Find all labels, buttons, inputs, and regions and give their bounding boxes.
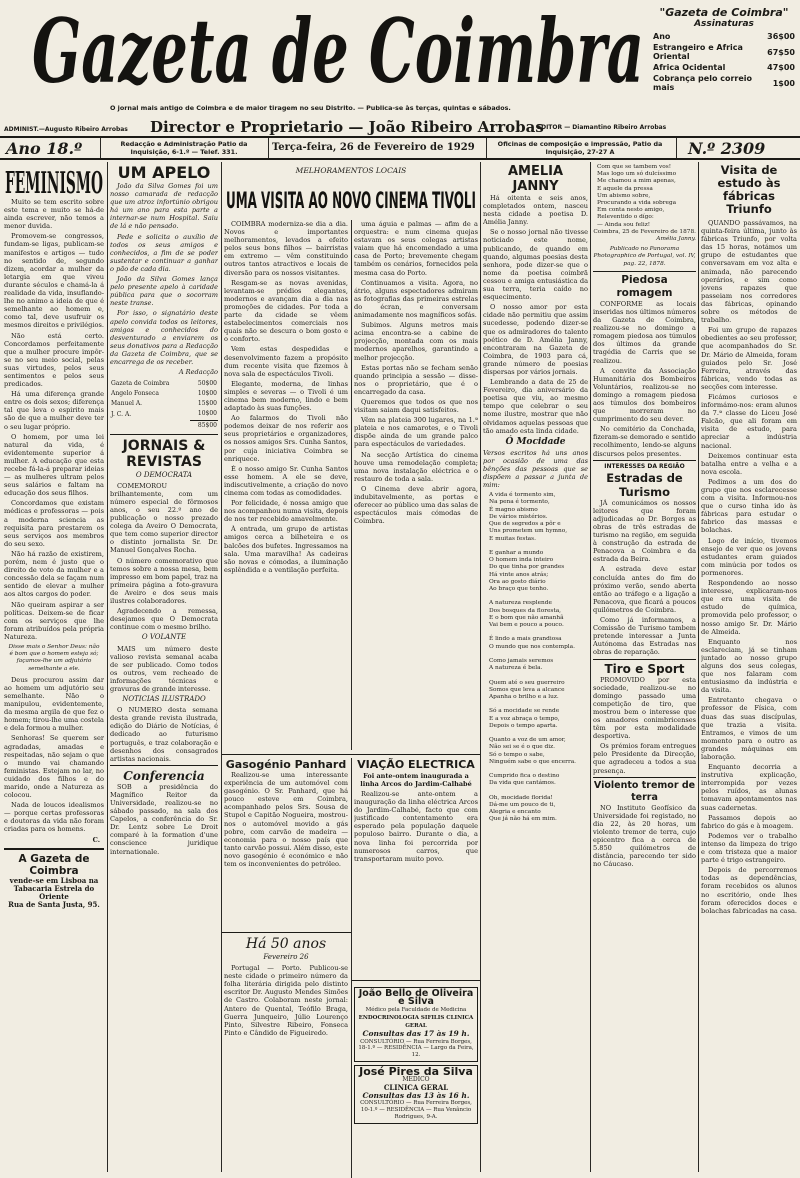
paragraph: Elegante, moderna, de linhas simples e severas — o Tivoli é um cinema bem moderno, lindo e bem adaptado às suas funções. — [224, 379, 348, 413]
verse-line: Do que tinha por grandes — [489, 564, 565, 571]
apelo-signature: A Redacção — [178, 368, 218, 377]
paragraph: Deus procurou assim dar ao homem um adjutório seu semelhante. Não o manipulou, evidentemente, da mesma argila de que fez o homem; tirou-lhe uma costela e dela formou a mulher. — [4, 675, 104, 733]
row-value: 50$00 — [197, 380, 217, 388]
tremor-title: Violento tremor de terra — [593, 779, 696, 803]
paragraph: Estas portas não se fecham senão quando principia a sessão — disse-nos o proprietário, que é o encarregado da casa. — [354, 363, 478, 396]
paragraph: Concordamos que existam médicas e professoras — pois a moderna sciencia as requisita para prestarem os seus serviços aos membros do seu sexo. — [4, 499, 104, 548]
amelia-title: AMELIA JANNY — [507, 164, 564, 194]
table-row — [110, 379, 218, 389]
verse-line: Ninguém sabe o que encerra. — [489, 758, 577, 765]
doctor-ad-pires — [354, 1065, 478, 1124]
paragraph: COIMBRA moderniza-se dia a dia. Novos e importantes melhoramentos, levados a efeito pelos seus bons filhos — bairristas em extremo — vêm constituindo outros tantos atractivos e locais de diversão para os nossos visitantes. — [224, 220, 348, 277]
ad-line: Tabacaria Estrela do Oriente — [13, 883, 95, 901]
doctor-ads — [354, 984, 478, 1174]
masthead-tagline: O jornal mais antigo de Coimbra e de maior tiragem no seu Distrito. — Publica-se às terças, quintas e sábados. — [110, 104, 511, 112]
verse-line: E a voz abraça o tempo, — [489, 715, 560, 722]
paragraph: Resgam-se as novas avenidas, levantam-se prédios elegantes, modernos e avançam dia a dia nas promoções de cidades. Por toda a parte da cidade se vêem estabelecimentos comerciais nos quais não se descura o bom gosto e o conforto. — [224, 278, 348, 344]
gasogenio-article — [224, 758, 348, 930]
doctor-name: José Pires da Silva — [359, 1064, 473, 1078]
poem-note: Publicado no Panorama Photographico de Portugal, vol. IV, pag. 22, 1878. — [593, 246, 696, 267]
paragraph: SOB a presidência do Magnífico Reitor da Universidade, realizou-se no sábado passado, na sala dos Capelos, a conferência do Sr. Dr. Lentz sobre Le Droit comparé à la formation d'une conscience juridique internationale. — [110, 782, 218, 856]
paragraph: Há oitenta e seis anos, completados ontem, nasceu nesta cidade a poetisa D. Amélia Janny. — [483, 194, 588, 227]
viacao-title: VIAÇÃO ELECTRICA — [357, 758, 475, 771]
ad-title: A Gazeta de Coimbra — [18, 852, 90, 877]
paragraph: O número comemorativo que temos sobre a nossa mesa, bem impresso em bom papel, traz na primeira página a foto-gravura de Aveiro e dos seus mais ilustres colaboradores. — [110, 556, 218, 606]
paragraph: João da Silva Gomes foi um nosso camarada de redacção que um atroz infortúnio obrigou há um ano para esta parte a internar-se num Hospital. Saiu de lá e não pensado. — [110, 182, 218, 231]
doctor-ad-oliveira — [354, 987, 478, 1062]
paragraph: JÁ comunicámos os nossos leitores que foram adjudicadas ao Dr. Borges as obras de três estradas de turismo na região, em seguida à construção da estrada de Penacova a Coimbra e da estrada da Beira. — [593, 498, 696, 564]
doctor-role: MEDICO — [402, 1076, 430, 1084]
row-label: Estrangeiro e Africa Oriental — [653, 43, 743, 61]
verse-line — [489, 593, 588, 600]
paragraph: PROMOVIDO por esta sociedade, realizou-se no domingo passado uma competição de tiro, que mostrou bem o interesse que os amadores conimbricenses têm por esta modalidade desportiva. — [593, 675, 696, 741]
verse-line: Somos que leva a alcance — [489, 686, 565, 693]
paragraph: Vêm na plateia 300 lugares, na 1.ª plateia e nos camarotes, e o Tivoli dispõe ainda de um grande palco para espectáculos de variedades. — [354, 416, 478, 449]
paragraph: Lembrando a data de 25 de Fevereiro, dia aniversário da poetisa que viu, ao mesmo tempo que celebrar o seu nome ilustre, mostrar que não olvidamos aquelas pessoas que tão amado esta linda cidade. — [483, 378, 588, 435]
row-label: Africa Ocidental — [653, 63, 726, 72]
verse-line: Que de segredos a pôr e — [489, 521, 561, 528]
row-value: 10$00 — [197, 390, 217, 398]
row-value: 36$00 — [767, 32, 795, 41]
noticias-subtitle: NOTICIAS ILUSTRADO — [122, 695, 206, 704]
column-amelia-janny — [483, 164, 588, 1172]
verse-line: Quanto a voz de um amor, — [489, 737, 566, 744]
paragraph: Promovem-se congressos, fundam-se ligas, publicam-se manifestos e artigos — tudo no sentido de, segundo dizem, acordar a mulher da letargia em que viveu durante séculos e chamá-la á realidade da vida, insuflando-lhe no animo a ideia de que é semelhante ao homem e, como tal, deve usufruir os mesmos direitos e privilégios. — [4, 232, 104, 330]
paragraph: COMEMOROU brilhantemente, com um número especial de fôrmosos anos, o seu 22.º ano de publicação o nosso prezado colega da Aveiro O Democrata, que tem como superior director o distinto jornalista Sr. Dr. Manuel Gonçalves Rocha. — [110, 481, 218, 555]
verse-line — [489, 766, 588, 773]
triunfo-title: Visita de estudo às fábricas Triunfo — [717, 164, 781, 216]
verse-line: Alegria e encanto — [489, 809, 541, 816]
paragraph: NO Instituto Geofísico da Universidade foi registado, no dia 22, às 20 horas, um violento tremor de terra, cujo epicentro fica a cerca de 5.850 quilómetros de distância, parecendo ter sido no Cáucaso. — [593, 803, 696, 869]
paragraph: Continuamos a visita. Agora, no átrio, alguns espectadores admiram as fotografias das primeiras estrelas do écran, e conversam animadamente nos magníficos sofás. — [354, 278, 478, 320]
verse-line: Apanha o brilho e a luz. — [489, 693, 559, 700]
paragraph: Por felicidade, é nossa amigo que nos acompanhou numa visita, depois de nos ter recebido amavelmente. — [224, 499, 348, 524]
paragraph: Por isso, o signatário deste apelo convida todos os leitores, amigos e conhecidos do desventurado a enviarem os seus donativos para a Redacção da Gazeta de Coimbra, que se encarrega de os receber. — [110, 309, 218, 366]
paragraph: A estrada deve estar concluída antes do fim do próximo verão, sendo aberta então ao tráfego e a ligação a Penacova, que ficará a poucos quilómetros de Coimbra. — [593, 565, 696, 614]
estradas-title: Estradas de Turismo — [606, 470, 683, 499]
feminismo-title — [4, 164, 104, 198]
verse-line: Só o tempo o sabe, — [489, 751, 545, 758]
paragraph: Não queiram aspirar a ser políticas. Deixem-se de ficar com os serviços que lhe foram atribuídos pela própria Natureza. — [4, 600, 104, 641]
poem-continued — [593, 164, 696, 229]
verse-line: Um abismo sobre, — [597, 192, 651, 199]
democrata-body — [110, 482, 218, 632]
paragraph: Ao falarmos do Tivoli não podemos deixar de nos referir aos seus proprietários e organizadores, os nossos amigos Srs. Cunha Santos, por cuja iniciativa Coimbra se enriquece. — [224, 414, 348, 463]
verse-line: Há vinte anos atrás; — [489, 571, 549, 578]
ad-line: vende-se em Lisboa na — [9, 875, 99, 885]
verse-line — [489, 788, 588, 795]
subscription-table — [652, 31, 796, 93]
doctor-specialty: ENDOCRINOLOGIA SIFILIS CLINICA GERAL — [358, 1015, 474, 1030]
verse-line: De vários mistérios. — [489, 513, 548, 520]
verse-line: Como jamais seremos — [489, 657, 554, 664]
row-label: Gazeta de Coimbra — [111, 380, 170, 388]
paragraph: Muito se tem escrito sobre este tema e muito se há-de ainda escrever, não temos a menor duvida. — [4, 198, 104, 231]
row-value: 10$00 — [197, 410, 217, 418]
tiro-body — [593, 676, 696, 775]
verse-line: Que já não há em mim. — [489, 816, 557, 823]
poem-author: Amélia Janny. — [656, 236, 696, 243]
verse-line: Não sei se é o que diz. — [489, 744, 555, 751]
paragraph: Depois de percorremos todas as dependências, foram recebidos os alunos no escritório, onde lhes foram oferecidos doces e bolachas fabricadas na casa. — [701, 866, 797, 915]
tivoli-body-continued — [354, 220, 478, 750]
table-row — [110, 399, 218, 409]
table-row — [110, 409, 218, 420]
verse-line: Vai bem e pouco a pouco. — [489, 621, 564, 628]
paragraph: Passamos depois ao fabrico do gás e à moagem. — [701, 813, 797, 830]
total-spacer — [110, 420, 190, 431]
verse-line: E aquele da pressa — [597, 185, 653, 192]
verse-line: Oh, mocidade florida! — [489, 794, 553, 801]
masthead-title — [28, 2, 648, 98]
paragraph: Queremos que todos os que nos visitam saiam daqui satisfeitos. — [354, 397, 478, 415]
paragraph: Podemos ver o trabalho intenso da limpeza do trigo e com tristeza que a maior parte é trigo estrangeiro. — [701, 831, 797, 865]
feminismo-verse: Disse mais o Senhor Deus: não é bom que o homem esteja só; façamos-lhe um adjutório semelhante a ele. — [8, 643, 100, 672]
poem-signature: Coimbra, 25 de Fevereiro de 1878. — [593, 228, 696, 235]
subscription-subheading: Assinaturas — [694, 19, 754, 29]
apelo-title: UM APELO — [117, 164, 211, 182]
verse-line: E ganhar a mundo — [489, 549, 544, 556]
verse-line: Mas logo um só dulcíssimo — [597, 171, 677, 178]
paragraph: Deixemos continuar esta batalha entre a velha e a nova escola. — [701, 451, 797, 476]
verse-line: O mundo que nos contempla. — [489, 643, 575, 650]
table-row — [652, 31, 796, 42]
verse-line: Quem até o seu guerreiro — [489, 679, 565, 686]
row-value: 1$00 — [772, 78, 795, 88]
tremor-body — [593, 804, 696, 869]
verse-line: A natureza resplende — [489, 600, 552, 607]
paragraph: Na secção Artística do cinema houve uma remodelação completa; uma nova instalação eléctrica e o restauro de toda a sala. — [354, 450, 478, 483]
jornais-title: JORNAIS & REVISTAS — [122, 437, 206, 470]
gasogenio-title: Gasogénio Panhard — [225, 758, 347, 771]
section-kicker: MELHORAMENTOS LOCAIS — [295, 166, 407, 175]
paragraph: Ficámos curiosos e informámo-nos: eram alunos da 7.ª classe do Liceu José Falcão, que ali foram em visita de estudo, para apreciar a indústria nacional. — [701, 392, 797, 450]
verse-line: O homem inda inteiro — [489, 557, 554, 564]
feminismo-body — [4, 198, 104, 641]
verse-line: Procurando a vida sobrega — [597, 200, 677, 207]
paragraph: CONFORME as locais inseridas nos últimos números da Gazeta de Coimbra, realizou-se no domingo a romagem piedosa aos túmulos dos últimos da grande tragédia de Carris que se realizou. — [593, 299, 696, 365]
column-triunfo — [701, 164, 797, 1172]
administrator: ADMINIST.—Augusto Ribeiro Arrobas — [4, 126, 128, 133]
doctor-hours: Consultas das 17 às 19 h. — [362, 1029, 470, 1039]
paragraph: Logo de início, tivemos ensejo de ver que os jovens estudantes eram guiados com minúcia por todos os pormenores. — [701, 536, 797, 577]
paragraph: Pede e solicita o auxílio de todos os seus amigos e conhecidos, a fim de se poder sustentar e continuar a ganhar o pão de cada dia. — [110, 232, 218, 273]
ha50-body: Portugal — Porto. Publicou-se neste cidade o primeiro número da folha literária dirigida pelo distinto escritor Dr. Augusto Mendes Simões de Castro. Colaboram neste jornal: Antero de Quental, Teófilo Braga, Guerra Junqueiro, Júlio Lourenço Pinto, Silvestre Ribeiro, Fonseca Pinto e Cândido de Figueiredo. — [224, 964, 348, 1037]
feminismo-signature: C. — [92, 835, 100, 844]
region-kicker: INTERESSES DA REGIÃO — [604, 462, 685, 470]
ad-line: Rua de Santa Justa, 95. — [8, 899, 100, 909]
gazeta-lisboa-ad — [4, 848, 104, 909]
apelo-body — [110, 182, 218, 366]
column-apelo — [110, 164, 218, 1172]
paragraph: uma águia e palmas — afim de a orquestra: e num cinema quejas estavam os seus colegas artistas vaiam que há encomendado a uma casa de Porto; brevemente chegam também os cenários, fornecidos pela mesma casa do Porto. — [354, 220, 478, 277]
paragraph: O nosso amor por esta cidade não permitiu que assim sucedesse, podendo dizer-se que os admiradores do talento poético de D. Amélia Janny, encontraram na Gazeta de Coimbra, de 1903 para cá, grande número de poesias dispersas por vários jornais. — [483, 303, 588, 376]
paragraph: À entrada, um grupo de artistas amigos cerca a bilheteira e os balcões dos bufetes. Ingressamos na sala. Uma maravilha! As cadeiras são novas e cómodas, a iluminação esplêndida e a ventilação perfeita. — [224, 525, 348, 574]
doctor-role: Médico pela Faculdade de Medicina — [365, 1007, 467, 1014]
viacao-body: Realizou-se ante-ontem a inauguração da linha eléctrica Arcos do Jardim-Calhabé, facto que com justificado contentamento era esperado pela população daquele populoso bairro. Durante o dia, a nova linha foi percorrida por numerosos carros, que transportaram muito povo. — [354, 790, 478, 863]
year-label: Ano 18.º — [6, 139, 83, 158]
issue-number: N.º 2309 — [688, 139, 766, 158]
table-row — [652, 62, 796, 73]
paragraph: Não está certo. Concordamos perfeitamente que a mulher procure impôr-se no seu meio social, pelas suas virtudes, pelos seus sentimentos e pelos seus predicados. — [4, 331, 104, 389]
verse-line: Com que se tambem vos! — [597, 164, 672, 170]
verse-line: Em conta nesto amigo, — [597, 207, 665, 214]
tiro-title: Tiro e Sport — [604, 661, 685, 676]
verse-line: A natureza é bela. — [489, 665, 543, 672]
noticias-body — [110, 706, 218, 763]
volante-body — [110, 645, 218, 694]
verse-line: Na pena é tormento, — [489, 499, 550, 506]
row-value: 67$50 — [767, 47, 795, 57]
row-label: Angelo Fonseca — [111, 390, 159, 398]
redaction-info: Redacção e Administração Patio da Inquisição, 6-1.º — Telef. 331. — [120, 140, 248, 156]
verse-line: Dos bosques da floresta, — [489, 607, 561, 614]
table-row — [652, 42, 796, 62]
verse-line: Ora ao gosto diário — [489, 578, 546, 585]
tivoli-body — [224, 220, 348, 750]
conferencia-title: Conferencia — [123, 768, 205, 783]
democrata-subtitle: O DEMOCRATA — [135, 470, 193, 479]
conferencia-body — [110, 783, 218, 856]
row-label: Ano — [653, 32, 671, 41]
paragraph: QUANDO passávamos, na quinta-feira última, junto às fábricas Triunfo, por volta das 15 horas, notámos um grupo de estudantes que conversavam em voz alta e animada, não parecendo operários, e sim como jovens rapazes que passeiam nos corredores das fábricas, opinando sobre os métodos de trabalho. — [701, 219, 797, 325]
verse-line: Cumprido fica o destino — [489, 773, 560, 780]
estradas-body — [593, 499, 696, 657]
paragraph: O homem, por uma lei natural da vida, é evidentemente superior á mulher. A educação que esta recebe fá-la-á preparar ideias — as mulheres ultram pelos seus salários e faltam na educação dos seus filhos. — [4, 432, 104, 498]
verse-line: É lindo a mais grandiosa — [489, 636, 562, 643]
doctor-specialty: CLINICA GERAL — [383, 1083, 449, 1093]
verse-line: Depois o tempo aparta. — [489, 722, 558, 729]
verse-line — [489, 672, 588, 679]
paragraph: É o nosso amigo Sr. Cunha Santos esse homem. A ele se deve, indiscutivelmente, a criação do novo cinema com todas as comodidades. — [224, 464, 348, 497]
verse-line: E muitas festas. — [489, 535, 536, 542]
row-label: Cobrança pelo correio mais — [653, 74, 753, 92]
director: Director e Proprietario — João Ribeiro Arrobas — [150, 118, 544, 136]
piedosa-body — [593, 300, 696, 458]
viacao-article — [354, 758, 478, 978]
volante-subtitle: O VOLANTE — [141, 633, 187, 642]
doctor-name: João Bello de Oliveira e Silva — [358, 988, 474, 1008]
tivoli-title — [224, 178, 478, 216]
verse-line — [489, 651, 588, 658]
column-feminismo — [4, 164, 104, 1172]
doctor-address: CONSULTÓRIO — Rua Ferreira Borges, 10-1.º — RESIDÊNCIA — Rua Venâncio Rodrigues, 9-A. — [360, 1100, 472, 1120]
ha50-article — [224, 936, 348, 1172]
table-row — [652, 73, 796, 93]
table-row — [110, 389, 218, 399]
verse-line: Dá-me um pouco de ti, — [489, 802, 556, 809]
feminismo-tail — [4, 676, 104, 834]
gasogenio-body: Realizou-se uma interessante experiência de um automóvel com gasogénio. O Sr. Panhard, que há pouco esteve em Coimbra, acompanhado pelos Srs. Sousa de Stupol e Capitão Nogueira, mostrou-nos o automóvel movido a gás pobre, com carvão de madeira — economia para o nosso país que tanto carvão possui. Além disso, este novo gasogénio é económico e não tem os inconvenientes do petróleo. — [224, 771, 348, 869]
doctor-hours: Consultas das 13 às 16 h. — [362, 1091, 470, 1101]
row-label: J. C. A. — [111, 410, 132, 418]
paragraph: João da Silva Gomes lança pelo presente apelo à caridade pública para que o socorram neste transe. — [110, 275, 218, 308]
paragraph: Se o nosso jornal não tivesse noticiado este nome, publicando, de quando em quando, algumas poesias desta senhora, pode dizer-se que o nome da poetisa coimbrã cessou e amiga entusiástica da sua terra, teria caído no esquecimento. — [483, 228, 588, 302]
piedosa-title: Piedosa romagem — [616, 273, 673, 299]
row-label: Manuel A. — [111, 400, 143, 408]
verse-line: Da vida que cantámos. — [489, 780, 556, 787]
paragraph: Subimos. Alguns metros mais acima encontra-se a cabine de projecção, montada com os mais modernos aparelhos, garantindo a melhor projecção. — [354, 321, 478, 362]
subscription-heading: "Gazeta de Coimbra" — [659, 6, 789, 19]
paragraph: Entretanto chegava o professor de Física, com duas das suas discípulas, que trazia a visita. Entramos, e vimos de um momento para o outro as grandes máquinas em laboração. — [701, 696, 797, 761]
total-row — [110, 420, 218, 431]
row-value: 47$00 — [767, 63, 795, 72]
doctor-address: CONSULTÓRIO — Rua Ferreira Borges, 18-1.º — RESIDÊNCIA — Largo da Feira, 12. — [358, 1038, 474, 1059]
triunfo-body — [701, 219, 797, 915]
verse-line: Só a mocidade se rende — [489, 708, 560, 715]
mocidade-heading: Ó Mocidade — [505, 436, 566, 447]
paragraph: Pedimos a um dos do grupo que nos esclarecesse com a visita. Informou-nos que o curso tinha ido às fábricas para estudar o fabrico das massas e bolachas. — [701, 477, 797, 535]
editor: EDITOR — Diamantino Ribeiro Arrobas — [537, 124, 667, 131]
paragraph: A convite da Associação Humanitária dos Bombeiros Voluntários, realizou-se no domingo a romagem piedosa aos túmulos dos bombeiros que morreram no cumprimento do seu dever. — [593, 366, 696, 424]
verse-line: E o bom que não amanhã — [489, 614, 564, 621]
paragraph: No cemitério da Conchada, fizeram-se demorado e sentido recolhimento, lendo-se alguns discursos pelos presentes. — [593, 425, 696, 458]
svg-text:UMA VISITA AO NOVO CINEMA TIVO: UMA VISITA AO NOVO CINEMA TIVOLI — [226, 189, 476, 214]
paragraph: Não há razão de existirem, porém, nem é justo que o direito de voto da mulher e a concessão dela se façam num sentido de elevar a mulher aos altos cargos do poder. — [4, 549, 104, 599]
issue-date: Terça-feira, 26 de Fevereiro de 1929 — [272, 142, 475, 153]
mocidade-intro: Versos escritos há uns anos por ocasião de uma das bênções das pessoas que se dispõem a passar a junta de mim: — [483, 448, 588, 490]
verse-line: Ao braço que tenho. — [489, 585, 549, 592]
verse-line: Releventido o dígo: — [597, 214, 654, 221]
svg-text:FEMINISMO: FEMINISMO — [5, 166, 103, 198]
amelia-body — [483, 194, 588, 435]
paragraph: MAIS um número deste valioso revista semanal acaba de ser publicado. Como todos os outros, vem recheado de informações técnicas e gravuras de grande interesse. — [110, 644, 218, 693]
svg-text:Gazeta de Coimbra: Gazeta de Coimbra — [32, 2, 644, 98]
masthead — [0, 0, 800, 160]
verse-line: Me chamou a mim apenas, — [597, 178, 676, 185]
paragraph: Senhoras! Se querem ser agradadas, amadas e respeitadas, não sejam o que o mundo vai chamando feministas. Estejam no lar, no cuidado dos filhos e do marido, onde a Natureza as colocou. — [4, 734, 104, 800]
paragraph: Respondendo ao nosso interesse, explicaram-nos que era uma visita de estudo de química, promovida pelo professor, o nosso amigo Sr. Dr. Mário de Almeida. — [701, 579, 797, 636]
verse-line — [489, 543, 588, 550]
paragraph: Agradecendo a remessa, desejamos que O Democrata continue com o mesmo brilho. — [110, 607, 218, 632]
viacao-subtitle: Foi ante-ontem inaugurada a linha Arcos do Jardim-Calhabé — [360, 772, 472, 788]
verse-line: A vida é tormento sim, — [489, 492, 556, 499]
workshop-info: Oficinas de composição e impressão, Patio da Inquisição, 27-27 A — [497, 140, 663, 156]
verse-line: Uns prometem um hymno, — [489, 528, 568, 535]
mocidade-poem — [483, 492, 588, 823]
verse-line — [489, 730, 588, 737]
paragraph: Os prémios foram entregues pelo Presidente da Direcção, que agradeceu a todos a sua presença. — [593, 742, 696, 775]
paragraph: Há uma diferença grande entre os dois sexos; diferença tal que leva o espirito mais são de que a mulher deve ter o seu lugar próprio. — [4, 390, 104, 431]
total-value: 85$00 — [190, 420, 218, 431]
donations-table — [110, 379, 218, 430]
ha50-title: Há 50 anos — [245, 936, 327, 952]
row-value: 15$00 — [197, 400, 217, 408]
paragraph: Nada de loucos idealismos — porque certas professoras e doutoras da vida não foram criadas para os homens. — [4, 801, 104, 834]
verse-line: — Ainda sou feliz! — [597, 221, 651, 228]
paragraph: Foi um grupo de rapazes obedientes ao seu professor, que acompanhados do Sr. Dr. Mário de Almeida, foram guiados pelo Sr. José Ferreira, através das fábricas, vendo todas as secções com interesse. — [701, 326, 797, 391]
subscription-box — [652, 6, 796, 110]
column-six — [593, 164, 696, 1172]
paragraph: Vem estas despedidas e desenvolvimento fazem a propósito dum recente visita que fizemos à nova sala de espectáculos Tivoli. — [224, 345, 348, 378]
paragraph: O Cinema deve abrir agora, indubitavelmente, as portas e oferecer ao público uma das salas de espectáculos mais cómodas de Coimbra. — [354, 484, 478, 526]
paragraph: Como já informamos, a Comissão de Turismo tambem pretende interessar a Junta Autónoma das Estradas nas obras de reparação. — [593, 616, 696, 657]
paragraph: Enquanto nos esclareciam, já se tinham juntado ao nosso grupo alguns dos seus colegas, que nos falaram com entusiasmo da indústria e da visita. — [701, 637, 797, 695]
verse-line: É magno abismo — [489, 506, 538, 513]
paragraph: O NUMERO desta semana desta grande revista ilustrada, edição do Diário de Notícias, é dedicado ao futurismo português, e traz colaboração e desenhos dos consagrados artistas nacionais. — [110, 706, 218, 763]
ha50-dateline: Fevereiro 26 — [263, 953, 309, 961]
paragraph: Enquanto decorria a instrutiva explicação, interrompida por vezes pelos ruídos, as alunas tomavam apontamentos nas suas cadernetas. — [701, 763, 797, 812]
